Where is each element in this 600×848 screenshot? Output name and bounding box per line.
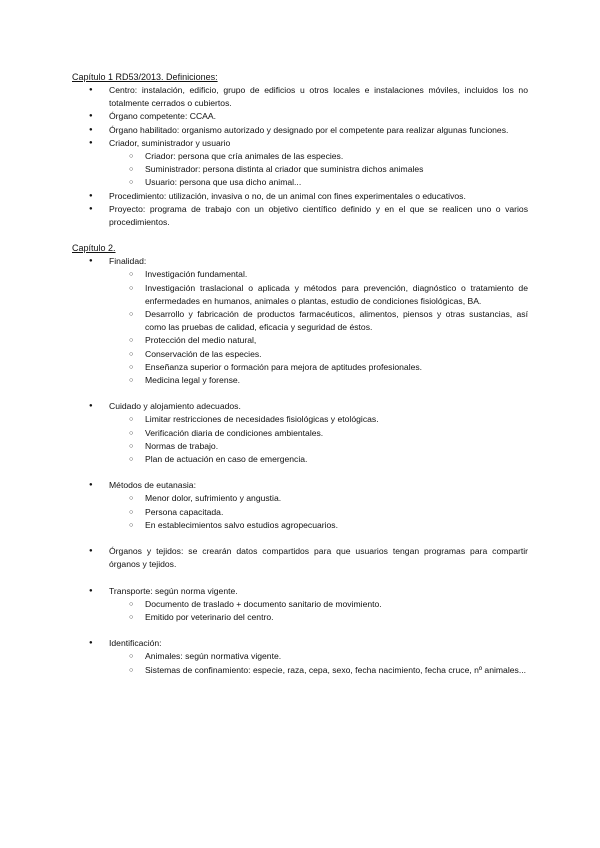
sub-list-item: ○ Investigación fundamental. xyxy=(109,268,528,281)
list-item: ● Cuidado y alojamiento adecuados. ○ Limitar restricciones de necesidades fisiológicas y etológicas. ○ Verificación diaria de condiciones ambientales. ○ Normas de trabajo. ○ Plan de actuación en caso de emergencia. xyxy=(72,400,528,466)
sub-list-item: ○ Limitar restricciones de necesidades fisiológicas y etológicas. xyxy=(109,413,528,426)
sub-list-item: ○ Protección del medio natural, xyxy=(109,334,528,347)
sub-list xyxy=(109,650,528,676)
sub-list-item: ○ Enseñanza superior o formación para mejora de aptitudes profesionales. xyxy=(109,361,528,374)
chapter-2-section xyxy=(72,242,528,676)
chapter-2-list xyxy=(72,255,528,676)
sub-list-item: ○ Usuario: persona que usa dicho animal... xyxy=(109,176,528,189)
sub-list xyxy=(109,598,528,624)
chapter-1-list xyxy=(72,84,528,229)
list-item: ● Transporte: según norma vigente. ○ Documento de traslado + documento sanitario de movimiento. ○ Emitido por veterinario del centro. xyxy=(72,585,528,625)
sub-list xyxy=(109,150,528,190)
list-item: ● Criador, suministrador y usuario ○ Criador: persona que cría animales de las especies. ○ Suministrador: persona distinta al criador que suministra dichos animales ○ Usuario: persona que usa dicho animal... xyxy=(72,137,528,190)
list-item: ● Órganos y tejidos: se crearán datos compartidos para que usuarios tengan programas para compartir órganos y tejidos. xyxy=(72,545,528,571)
sub-list-item: ○ Verificación diaria de condiciones ambientales. xyxy=(109,427,528,440)
list-item: ● Centro: instalación, edificio, grupo de edificios u otros locales e instalaciones móviles, incluidos los no totalmente cerrados o cubiertos. xyxy=(72,84,528,110)
sub-list-item: ○ Menor dolor, sufrimiento y angustia. xyxy=(109,492,528,505)
sub-list-item: ○ Animales: según normativa vigente. xyxy=(109,650,528,663)
sub-list-item: ○ Investigación traslacional o aplicada y métodos para prevención, diagnóstico o tratamiento de enfermedades en humanos, animales o plantas, estudio de condiciones fisiológicas, BA. xyxy=(109,282,528,308)
chapter-2-heading: Capítulo 2. xyxy=(72,243,116,254)
chapter-1-heading: Capítulo 1 RD53/2013. Definiciones: xyxy=(72,72,218,82)
list-item: ● Procedimiento: utilización, invasiva o no, de un animal con fines experimentales o educativos. xyxy=(72,190,528,203)
chapter-1-section xyxy=(72,71,528,229)
sub-list xyxy=(109,268,528,387)
sub-list-item: ○ En establecimientos salvo estudios agropecuarios. xyxy=(109,519,528,532)
sub-list-item: ○ Medicina legal y forense. xyxy=(109,374,528,387)
sub-list-item: ○ Emitido por veterinario del centro. xyxy=(109,611,528,624)
list-item: ● Finalidad: ○ Investigación fundamental. ○ Investigación traslacional o aplicada y métodos para prevención, diagnóstico o tratamiento de enfermedades en humanos, animales o plantas, estudio de condiciones fisiológicas, BA. ○ Desarrollo y fabricación de productos farmacéuticos, alimentos, piensos y otras sustancias, así como las pruebas de calidad, eficacia y seguridad de éstos. ○ Protección del medio natural, ○ Conservación de las especies. ○ Enseñanza superior o formación para mejora de aptitudes profesionales. ○ Medicina legal y forense. xyxy=(72,255,528,387)
list-item: ● Proyecto: programa de trabajo con un objetivo científico definido y en el que se realicen uno o varios procedimientos. xyxy=(72,203,528,229)
list-item: ● Órgano habilitado: organismo autorizado y designado por el competente para realizar algunas funciones. xyxy=(72,124,528,137)
sub-list xyxy=(109,413,528,466)
sub-list-item: ○ Documento de traslado + documento sanitario de movimiento. xyxy=(109,598,528,611)
sub-list-item: ○ Normas de trabajo. xyxy=(109,440,528,453)
list-item: ● Métodos de eutanasia: ○ Menor dolor, sufrimiento y angustia. ○ Persona capacitada. ○ En establecimientos salvo estudios agropecuarios. xyxy=(72,479,528,532)
sub-list-item: ○ Criador: persona que cría animales de las especies. xyxy=(109,150,528,163)
list-item: ● Identificación: ○ Animales: según normativa vigente. ○ Sistemas de confinamiento: especie, raza, cepa, sexo, fecha nacimiento, fecha cruce, nº animales... xyxy=(72,637,528,677)
sub-list-item: ○ Sistemas de confinamiento: especie, raza, cepa, sexo, fecha nacimiento, fecha cruce, nº animales... xyxy=(109,664,528,677)
sub-list xyxy=(109,492,528,532)
sub-list-item: ○ Desarrollo y fabricación de productos farmacéuticos, alimentos, piensos y otras sustancias, así como las pruebas de calidad, eficacia y seguridad de éstos. xyxy=(109,308,528,334)
sub-list-item: ○ Plan de actuación en caso de emergencia. xyxy=(109,453,528,466)
sub-list-item: ○ Conservación de las especies. xyxy=(109,348,528,361)
sub-list-item: ○ Suministrador: persona distinta al criador que suministra dichos animales xyxy=(109,163,528,176)
sub-list-item: ○ Persona capacitada. xyxy=(109,506,528,519)
list-item: ● Órgano competente: CCAA. xyxy=(72,110,528,123)
